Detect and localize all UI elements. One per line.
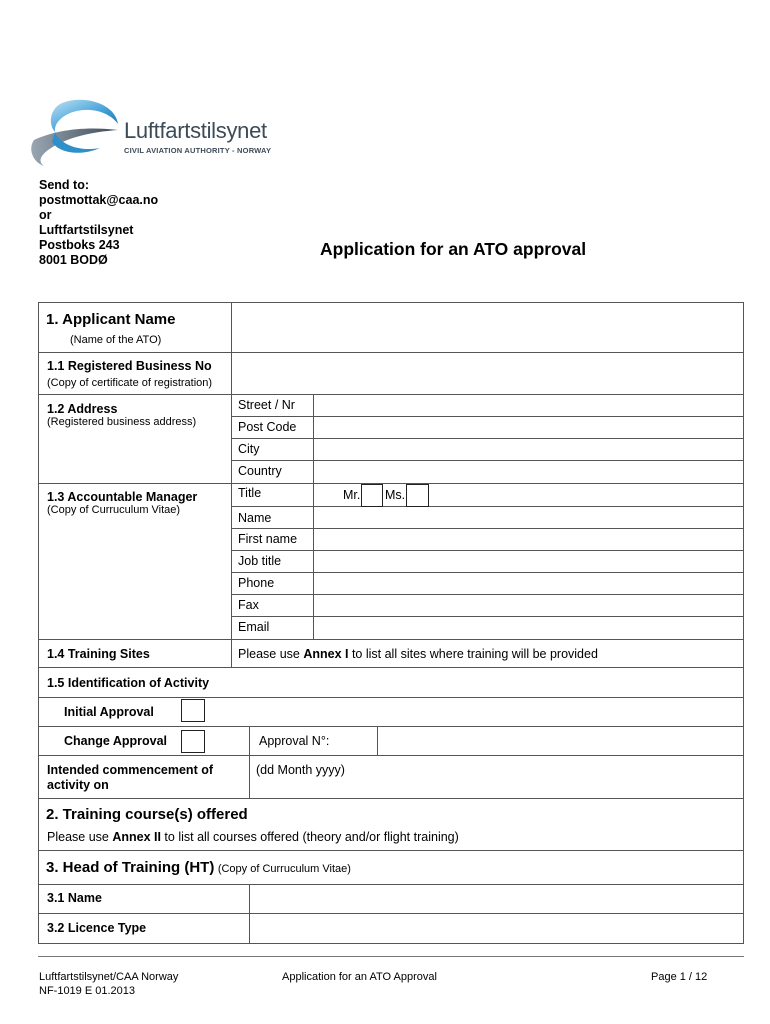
send-to-line: Postboks 243 xyxy=(39,238,120,252)
head-of-training-heading xyxy=(46,859,351,876)
courses-note xyxy=(47,830,459,844)
fax-input[interactable] xyxy=(314,595,743,616)
postcode-input[interactable] xyxy=(314,417,743,438)
business-no-label: 1.1 Registered Business No xyxy=(47,359,212,373)
city-input[interactable] xyxy=(314,439,743,460)
send-to-block xyxy=(39,178,158,268)
note-text: to list all courses offered (theory and/or flight training) xyxy=(160,830,459,844)
send-to-line: or xyxy=(39,208,52,222)
head-of-training-hint: (Copy of Curruculum Vitae) xyxy=(217,863,351,875)
change-approval-checkbox[interactable] xyxy=(181,730,205,753)
annex-i-ref: Annex I xyxy=(303,647,349,661)
mr-label: Mr. xyxy=(343,488,361,502)
note-text: Please use xyxy=(47,830,113,844)
job-title-label: Job title xyxy=(238,554,282,568)
note-text: Please use xyxy=(238,647,304,661)
intended-line: activity on xyxy=(47,778,109,792)
mr-checkbox[interactable] xyxy=(361,484,383,507)
title-label: Title xyxy=(238,486,262,500)
name-input[interactable] xyxy=(314,507,743,528)
city-label: City xyxy=(238,442,260,456)
logo-swoosh-icon xyxy=(30,96,125,168)
first-name-input[interactable] xyxy=(314,529,743,550)
applicant-name-input[interactable] xyxy=(232,303,743,352)
logo-subtitle: CIVIL AVIATION AUTHORITY - NORWAY xyxy=(124,146,272,155)
ht-name-label: 3.1 Name xyxy=(47,891,102,905)
accountable-manager-label: 1.3 Accountable Manager xyxy=(47,490,198,504)
footer-org: Luftfartstilsynet/CAA Norway xyxy=(39,971,179,983)
initial-approval-checkbox[interactable] xyxy=(181,699,205,722)
date-hint: (dd Month yyyy) xyxy=(256,763,345,777)
business-no-input[interactable] xyxy=(232,353,743,394)
country-input[interactable] xyxy=(314,461,743,483)
identification-label: 1.5 Identification of Activity xyxy=(47,676,210,690)
ht-licence-label: 3.2 Licence Type xyxy=(47,921,147,935)
ms-label: Ms. xyxy=(385,488,406,502)
send-to-line: 8001 BODØ xyxy=(39,253,108,267)
fax-label: Fax xyxy=(238,598,259,612)
approval-no-input[interactable] xyxy=(378,727,743,755)
ms-checkbox[interactable] xyxy=(406,484,429,507)
applicant-name-heading: 1. Applicant Name xyxy=(46,311,176,328)
address-label: 1.2 Address xyxy=(47,402,118,416)
street-label: Street / Nr xyxy=(238,398,295,412)
postcode-label: Post Code xyxy=(238,420,297,434)
phone-label: Phone xyxy=(238,576,275,590)
send-to-line: Send to: xyxy=(39,178,89,192)
training-sites-label: 1.4 Training Sites xyxy=(47,647,150,661)
street-input[interactable] xyxy=(314,395,743,416)
address-hint: (Registered business address) xyxy=(47,416,197,428)
training-sites-note xyxy=(238,647,598,661)
email-label: Email xyxy=(238,620,270,634)
footer-form-no: NF-1019 E 01.2013 xyxy=(39,985,136,997)
approval-no-label: Approval N°: xyxy=(259,734,330,748)
business-no-hint: (Copy of certificate of registration) xyxy=(47,377,213,389)
head-of-training-title: 3. Head of Training (HT) xyxy=(46,859,215,876)
accountable-manager-hint: (Copy of Curruculum Vitae) xyxy=(47,504,181,516)
ht-licence-input[interactable] xyxy=(250,914,743,943)
note-text: to list all sites where training will be provided xyxy=(348,647,598,661)
phone-input[interactable] xyxy=(314,573,743,594)
footer-page-number: Page 1 / 12 xyxy=(651,971,708,983)
country-label: Country xyxy=(238,464,282,478)
logo-name: Luftfartstilsynet xyxy=(124,118,267,143)
change-approval-label: Change Approval xyxy=(64,734,168,748)
send-to-line: postmottak@caa.no xyxy=(39,193,159,207)
footer-doc-title: Application for an ATO Approval xyxy=(282,971,437,983)
footer-divider xyxy=(38,956,744,957)
intended-line: Intended commencement of xyxy=(47,763,213,777)
annex-ii-ref: Annex II xyxy=(112,830,161,844)
page-title: Application for an ATO approval xyxy=(320,239,587,259)
applicant-name-hint: (Name of the ATO) xyxy=(70,334,162,346)
intended-commencement-label xyxy=(47,763,213,793)
send-to-line: Luftfartstilsynet xyxy=(39,223,134,237)
initial-approval-label: Initial Approval xyxy=(64,705,154,719)
job-title-input[interactable] xyxy=(314,551,743,572)
first-name-label: First name xyxy=(238,532,298,546)
ht-name-input[interactable] xyxy=(250,885,743,913)
email-input[interactable] xyxy=(314,617,743,639)
courses-heading: 2. Training course(s) offered xyxy=(46,806,248,823)
name-label: Name xyxy=(238,511,272,525)
